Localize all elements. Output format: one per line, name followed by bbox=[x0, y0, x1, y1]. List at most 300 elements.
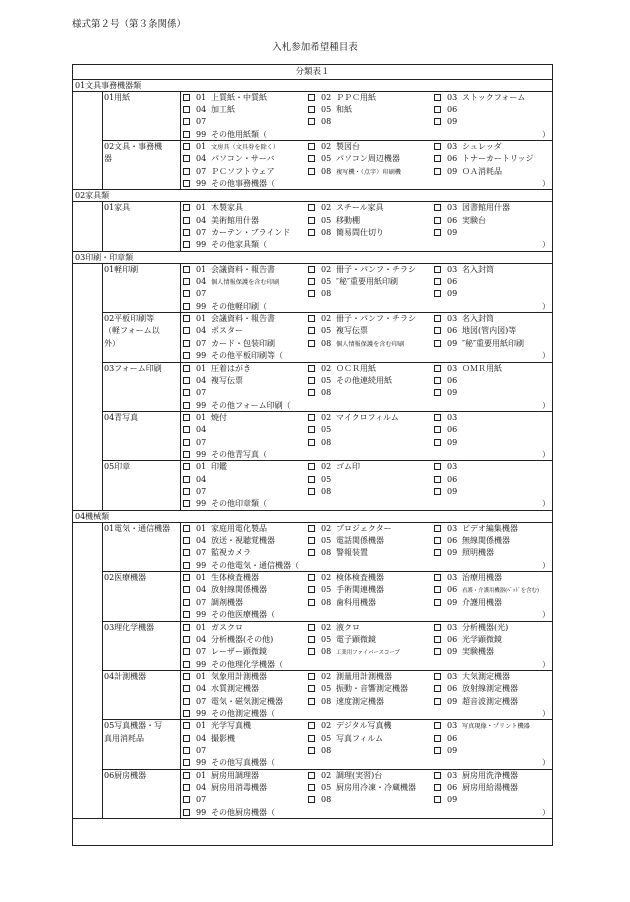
item-label bbox=[321, 215, 360, 227]
checkbox[interactable] bbox=[434, 574, 441, 581]
checkbox[interactable] bbox=[308, 796, 315, 803]
item-name: 複写機・（点字）印刷機 bbox=[336, 168, 401, 176]
item-label bbox=[196, 424, 211, 436]
checkbox[interactable] bbox=[434, 685, 441, 692]
checkbox[interactable] bbox=[183, 94, 190, 101]
checkbox[interactable] bbox=[183, 549, 190, 556]
checkbox[interactable] bbox=[308, 525, 315, 532]
item-code: 06 bbox=[447, 634, 458, 644]
other-item-label bbox=[196, 350, 283, 362]
item-code: 05 bbox=[321, 277, 332, 287]
item-code: 09 bbox=[447, 548, 458, 558]
checkbox[interactable] bbox=[308, 340, 315, 347]
item-name: 電気・磁気測定機器 bbox=[211, 696, 283, 706]
item-name: その他フォーム印刷（ bbox=[211, 400, 291, 410]
item-label bbox=[447, 202, 510, 214]
item-name: 放射線関係機器 bbox=[211, 585, 267, 595]
item-name: その他家具類（ bbox=[211, 240, 267, 250]
item-code: 99 bbox=[196, 351, 207, 361]
item-label bbox=[196, 141, 279, 154]
checkbox[interactable] bbox=[183, 747, 190, 754]
checkbox-other[interactable] bbox=[183, 710, 190, 717]
checkbox[interactable] bbox=[434, 290, 441, 297]
item-code: 07 bbox=[196, 795, 207, 805]
checkbox[interactable] bbox=[308, 217, 315, 224]
item-label bbox=[447, 325, 516, 337]
item-label bbox=[447, 782, 518, 794]
item-code: 09 bbox=[447, 228, 458, 237]
item-label bbox=[321, 387, 336, 399]
item-code: 04 bbox=[196, 104, 207, 114]
item-code: 07 bbox=[196, 696, 207, 706]
checkbox[interactable] bbox=[308, 599, 315, 606]
checkbox[interactable] bbox=[183, 722, 190, 729]
item-code: 02 bbox=[321, 363, 332, 373]
item-code: 02 bbox=[321, 523, 332, 533]
item-code: 07 bbox=[196, 647, 207, 657]
checkbox-other[interactable] bbox=[183, 661, 190, 668]
subcategory-label: 02平板印刷等 bbox=[104, 314, 155, 324]
checkbox[interactable] bbox=[308, 685, 315, 692]
item-code: 04 bbox=[196, 783, 207, 793]
checkbox[interactable] bbox=[434, 747, 441, 754]
item-label bbox=[196, 547, 251, 559]
item-name: レーザー顕微鏡 bbox=[211, 647, 267, 657]
checkbox[interactable] bbox=[308, 143, 315, 150]
item-code: 05 bbox=[321, 375, 332, 385]
checkbox[interactable] bbox=[434, 476, 441, 483]
checkbox[interactable] bbox=[308, 266, 315, 273]
item-label bbox=[447, 104, 462, 116]
checkbox-other[interactable] bbox=[183, 809, 190, 816]
item-code: 08 bbox=[321, 166, 332, 176]
item-label bbox=[321, 202, 384, 214]
item-name: 冊子・パンフ・チラシ bbox=[336, 314, 416, 324]
item-code: 99 bbox=[196, 400, 207, 410]
item-name: その他事務機器（ bbox=[211, 178, 275, 188]
checkbox[interactable] bbox=[308, 735, 315, 742]
checkbox[interactable] bbox=[434, 340, 441, 347]
checkbox[interactable] bbox=[183, 599, 190, 606]
item-label bbox=[196, 264, 275, 276]
checkbox[interactable] bbox=[183, 155, 190, 162]
checkbox[interactable] bbox=[308, 476, 315, 483]
checkbox-other[interactable] bbox=[183, 402, 190, 409]
item-label bbox=[196, 104, 235, 116]
subcategory-label: 06厨房機器 bbox=[104, 770, 147, 780]
checkbox[interactable] bbox=[308, 229, 315, 236]
checkbox[interactable] bbox=[183, 586, 190, 593]
checkbox[interactable] bbox=[183, 365, 190, 372]
checkbox[interactable] bbox=[183, 796, 190, 803]
item-name: マイクロフィルム bbox=[336, 412, 399, 422]
item-label bbox=[196, 486, 211, 498]
item-name: 上質紙・中質紙 bbox=[211, 92, 267, 102]
items-column-border bbox=[180, 313, 181, 362]
checkbox-other[interactable] bbox=[183, 451, 190, 458]
checkbox[interactable] bbox=[434, 537, 441, 544]
checkbox[interactable] bbox=[434, 586, 441, 593]
item-code: 09 bbox=[447, 166, 458, 176]
item-name: 名入封筒 bbox=[462, 264, 494, 274]
item-label bbox=[196, 215, 259, 227]
item-code: 04 bbox=[196, 684, 207, 694]
checkbox[interactable] bbox=[434, 365, 441, 372]
checkbox[interactable] bbox=[308, 574, 315, 581]
item-code: 03 bbox=[447, 462, 458, 472]
checkbox[interactable] bbox=[434, 549, 441, 556]
subcategory-column-border bbox=[102, 202, 103, 251]
checkbox[interactable] bbox=[183, 648, 190, 655]
item-code: 01 bbox=[196, 523, 207, 533]
checkbox[interactable] bbox=[183, 636, 190, 643]
checkbox[interactable] bbox=[434, 266, 441, 273]
checkbox[interactable] bbox=[308, 772, 315, 779]
item-name: 撮影機 bbox=[211, 733, 235, 743]
checkbox[interactable] bbox=[434, 698, 441, 705]
item-label bbox=[321, 794, 336, 806]
checkbox[interactable] bbox=[434, 204, 441, 211]
item-name: シュレッダ bbox=[462, 141, 502, 151]
item-label bbox=[196, 325, 243, 337]
checkbox[interactable] bbox=[183, 168, 190, 175]
checkbox[interactable] bbox=[308, 365, 315, 372]
checkbox[interactable] bbox=[183, 439, 190, 446]
checkbox[interactable] bbox=[183, 143, 190, 150]
item-name: 写真現像・プリント機器 bbox=[462, 723, 530, 731]
checkbox[interactable] bbox=[434, 463, 441, 470]
item-code: 09 bbox=[447, 795, 458, 805]
checkbox[interactable] bbox=[183, 204, 190, 211]
items-column-border bbox=[180, 461, 181, 510]
checkbox[interactable] bbox=[434, 217, 441, 224]
checkbox[interactable] bbox=[183, 278, 190, 285]
item-name: ゴム印 bbox=[336, 462, 360, 472]
checkbox[interactable] bbox=[434, 735, 441, 742]
checkbox[interactable] bbox=[308, 698, 315, 705]
subcategory-label: 外） bbox=[104, 338, 120, 348]
checkbox[interactable] bbox=[434, 784, 441, 791]
item-name: 個人情報保護を含む印刷 bbox=[336, 340, 405, 348]
checkbox[interactable] bbox=[183, 476, 190, 483]
item-code: 05 bbox=[321, 783, 332, 793]
checkbox[interactable] bbox=[434, 599, 441, 606]
other-item-label bbox=[196, 757, 275, 769]
item-code: 02 bbox=[321, 770, 332, 780]
checkbox-other[interactable] bbox=[183, 352, 190, 359]
items-column-border bbox=[180, 769, 181, 818]
item-code: 99 bbox=[196, 560, 207, 570]
item-code: 08 bbox=[321, 437, 332, 447]
item-code: 99 bbox=[196, 449, 207, 459]
checkbox[interactable] bbox=[434, 772, 441, 779]
item-label bbox=[321, 720, 392, 732]
item-code: 05 bbox=[321, 585, 332, 595]
item-code: 03 bbox=[447, 141, 458, 151]
checkbox[interactable] bbox=[308, 204, 315, 211]
item-code: 04 bbox=[196, 215, 207, 225]
checkbox[interactable] bbox=[308, 747, 315, 754]
checkbox[interactable] bbox=[434, 155, 441, 162]
checkbox[interactable] bbox=[308, 106, 315, 113]
category-bottom-border bbox=[73, 251, 552, 252]
item-label bbox=[321, 461, 360, 473]
item-name: 手術関連機器 bbox=[336, 585, 384, 595]
checkbox[interactable] bbox=[183, 463, 190, 470]
item-label bbox=[447, 584, 539, 597]
checkbox[interactable] bbox=[183, 772, 190, 779]
checkbox[interactable] bbox=[308, 537, 315, 544]
item-label bbox=[447, 474, 462, 486]
item-label bbox=[321, 745, 336, 757]
item-label bbox=[447, 166, 502, 178]
item-name: 焼付 bbox=[211, 412, 227, 422]
checkbox[interactable] bbox=[183, 574, 190, 581]
item-code: 09 bbox=[447, 696, 458, 706]
item-code: 06 bbox=[447, 326, 458, 336]
checkbox[interactable] bbox=[183, 784, 190, 791]
item-code: 05 bbox=[321, 634, 332, 644]
checkbox[interactable] bbox=[434, 488, 441, 495]
item-name: 地図(管内図)等 bbox=[462, 326, 517, 336]
item-label bbox=[321, 572, 384, 584]
checkbox[interactable] bbox=[308, 722, 315, 729]
checkbox[interactable] bbox=[308, 315, 315, 322]
checkbox[interactable] bbox=[183, 217, 190, 224]
category-bottom-border bbox=[73, 510, 552, 511]
checkbox[interactable] bbox=[434, 94, 441, 101]
checkbox[interactable] bbox=[183, 698, 190, 705]
checkbox[interactable] bbox=[308, 290, 315, 297]
item-label bbox=[321, 153, 400, 165]
checkbox-other[interactable] bbox=[183, 241, 190, 248]
checkbox[interactable] bbox=[183, 229, 190, 236]
item-label bbox=[321, 733, 383, 745]
item-code: 09 bbox=[447, 338, 458, 348]
checkbox[interactable] bbox=[434, 525, 441, 532]
checkbox[interactable] bbox=[183, 488, 190, 495]
item-name: 光学写真機 bbox=[211, 721, 251, 731]
checkbox[interactable] bbox=[183, 735, 190, 742]
item-label bbox=[321, 166, 401, 179]
subcategory-label: 01電気・通信機器 bbox=[104, 523, 171, 533]
item-name: ＯＭＲ用紙 bbox=[462, 363, 502, 373]
checkbox-other[interactable] bbox=[183, 180, 190, 187]
checkbox[interactable] bbox=[434, 636, 441, 643]
checkbox[interactable] bbox=[308, 278, 315, 285]
item-code: 01 bbox=[196, 573, 207, 583]
item-code: 08 bbox=[321, 388, 332, 398]
item-label bbox=[196, 375, 243, 387]
item-name: 移動棚 bbox=[336, 215, 360, 225]
checkbox[interactable] bbox=[308, 426, 315, 433]
checkbox[interactable] bbox=[308, 648, 315, 655]
checkbox[interactable] bbox=[308, 168, 315, 175]
item-name: 厨房用洗浄機器 bbox=[462, 770, 518, 780]
item-label bbox=[321, 486, 336, 498]
checkbox[interactable] bbox=[183, 624, 190, 631]
checkbox[interactable] bbox=[183, 685, 190, 692]
checkbox[interactable] bbox=[434, 106, 441, 113]
item-name: 気象用計測機器 bbox=[211, 671, 267, 681]
checkbox[interactable] bbox=[183, 315, 190, 322]
item-label bbox=[447, 153, 534, 165]
item-label bbox=[447, 227, 462, 239]
item-label bbox=[447, 622, 508, 634]
item-name: 放射線測定機器 bbox=[462, 684, 518, 694]
checkbox[interactable] bbox=[308, 488, 315, 495]
item-label bbox=[196, 720, 251, 732]
checkbox[interactable] bbox=[183, 266, 190, 273]
item-code: 06 bbox=[447, 536, 458, 546]
item-code: 04 bbox=[196, 536, 207, 546]
item-label bbox=[196, 437, 211, 449]
item-label bbox=[321, 363, 376, 375]
item-label bbox=[447, 547, 494, 559]
item-code: 01 bbox=[196, 203, 207, 213]
item-code: 05 bbox=[321, 536, 332, 546]
checkbox[interactable] bbox=[308, 118, 315, 125]
item-name: その他測定機器（ bbox=[211, 708, 275, 718]
checkbox[interactable] bbox=[434, 278, 441, 285]
checkbox[interactable] bbox=[308, 327, 315, 334]
checkbox[interactable] bbox=[183, 290, 190, 297]
checkbox[interactable] bbox=[308, 414, 315, 421]
checkbox[interactable] bbox=[308, 549, 315, 556]
checkbox[interactable] bbox=[434, 315, 441, 322]
checkbox[interactable] bbox=[434, 229, 441, 236]
checkbox[interactable] bbox=[308, 636, 315, 643]
checkbox[interactable] bbox=[183, 118, 190, 125]
close-paren: ） bbox=[542, 758, 550, 768]
checkbox[interactable] bbox=[183, 106, 190, 113]
item-code: 08 bbox=[321, 795, 332, 805]
checkbox[interactable] bbox=[183, 389, 190, 396]
item-label bbox=[196, 227, 290, 239]
item-label bbox=[447, 696, 518, 708]
items-column-border bbox=[180, 202, 181, 251]
checkbox[interactable] bbox=[308, 586, 315, 593]
checkbox[interactable] bbox=[434, 389, 441, 396]
item-name: 看護・介護用機器(ﾍﾞｯﾄﾞを含む) bbox=[462, 588, 539, 595]
checkbox-other[interactable] bbox=[183, 131, 190, 138]
checkbox[interactable] bbox=[434, 426, 441, 433]
checkbox[interactable] bbox=[434, 722, 441, 729]
checkbox[interactable] bbox=[183, 673, 190, 680]
item-label bbox=[447, 683, 518, 695]
checkbox[interactable] bbox=[308, 673, 315, 680]
checkbox[interactable] bbox=[434, 414, 441, 421]
item-name: 工業用ファイバースコープ bbox=[336, 650, 400, 657]
item-code: 05 bbox=[321, 474, 332, 484]
checkbox[interactable] bbox=[308, 377, 315, 384]
item-name: パソコン・サーバ bbox=[211, 154, 275, 164]
item-code: 05 bbox=[321, 425, 332, 435]
subcategory-label: 器 bbox=[104, 154, 112, 164]
item-code: 09 bbox=[447, 388, 458, 398]
subcategory-label: 04計測機器 bbox=[104, 671, 147, 681]
item-label bbox=[196, 276, 279, 289]
form-number: 様式第２号（第３条関係） bbox=[72, 19, 187, 30]
item-label bbox=[447, 288, 462, 300]
checkbox-other[interactable] bbox=[183, 500, 190, 507]
checkbox[interactable] bbox=[308, 624, 315, 631]
checkbox[interactable] bbox=[183, 426, 190, 433]
checkbox[interactable] bbox=[434, 327, 441, 334]
checkbox[interactable] bbox=[434, 796, 441, 803]
item-label bbox=[196, 92, 267, 104]
item-name: ガスクロ bbox=[211, 622, 243, 632]
checkbox[interactable] bbox=[434, 624, 441, 631]
close-paren: ） bbox=[542, 178, 550, 188]
item-code: 05 bbox=[321, 326, 332, 336]
item-name: 家庭用電化製品 bbox=[211, 523, 267, 533]
item-label bbox=[447, 363, 502, 375]
item-code: 06 bbox=[447, 684, 458, 694]
checkbox[interactable] bbox=[308, 439, 315, 446]
checkbox[interactable] bbox=[183, 377, 190, 384]
checkbox[interactable] bbox=[183, 414, 190, 421]
item-label bbox=[196, 313, 275, 325]
subcategory-column-border bbox=[102, 522, 103, 818]
items-column-border bbox=[180, 91, 181, 140]
item-label bbox=[196, 166, 275, 178]
checkbox[interactable] bbox=[183, 525, 190, 532]
subcategory-label: （軽フォーム以 bbox=[104, 326, 160, 336]
item-code: 07 bbox=[196, 487, 207, 496]
checkbox[interactable] bbox=[308, 784, 315, 791]
item-code: 08 bbox=[321, 746, 332, 755]
checkbox-other[interactable] bbox=[183, 562, 190, 569]
checkbox[interactable] bbox=[308, 94, 315, 101]
item-code: 07 bbox=[196, 289, 207, 299]
checkbox[interactable] bbox=[183, 327, 190, 334]
checkbox[interactable] bbox=[308, 155, 315, 162]
checkbox[interactable] bbox=[434, 648, 441, 655]
checkbox[interactable] bbox=[308, 389, 315, 396]
checkbox[interactable] bbox=[434, 377, 441, 384]
close-paren: ） bbox=[542, 560, 550, 570]
checkbox[interactable] bbox=[434, 439, 441, 446]
close-paren: ） bbox=[542, 708, 550, 718]
checkbox-other[interactable] bbox=[183, 759, 190, 766]
item-label bbox=[196, 622, 243, 634]
checkbox[interactable] bbox=[308, 463, 315, 470]
item-name: 厨房用消毒機器 bbox=[211, 783, 267, 793]
checkbox[interactable] bbox=[183, 340, 190, 347]
item-name: 速度測定機器 bbox=[336, 696, 384, 706]
item-code: 09 bbox=[447, 117, 458, 127]
other-item-label bbox=[196, 498, 267, 510]
item-name: 印鑑 bbox=[211, 462, 227, 472]
category-label: 02家具類 bbox=[75, 191, 110, 201]
checkbox[interactable] bbox=[434, 168, 441, 175]
checkbox[interactable] bbox=[434, 673, 441, 680]
item-code: 03 bbox=[447, 671, 458, 681]
checkbox[interactable] bbox=[434, 118, 441, 125]
checkbox[interactable] bbox=[434, 143, 441, 150]
checkbox-other[interactable] bbox=[183, 611, 190, 618]
item-code: 01 bbox=[196, 264, 207, 274]
checkbox-other[interactable] bbox=[183, 303, 190, 310]
items-column-border bbox=[180, 572, 181, 621]
item-code: 04 bbox=[196, 375, 207, 385]
category-label: 01文具事務機器類 bbox=[75, 80, 142, 90]
checkbox[interactable] bbox=[183, 537, 190, 544]
item-code: 05 bbox=[321, 104, 332, 114]
item-code: 03 bbox=[447, 523, 458, 533]
item-label bbox=[447, 535, 510, 547]
